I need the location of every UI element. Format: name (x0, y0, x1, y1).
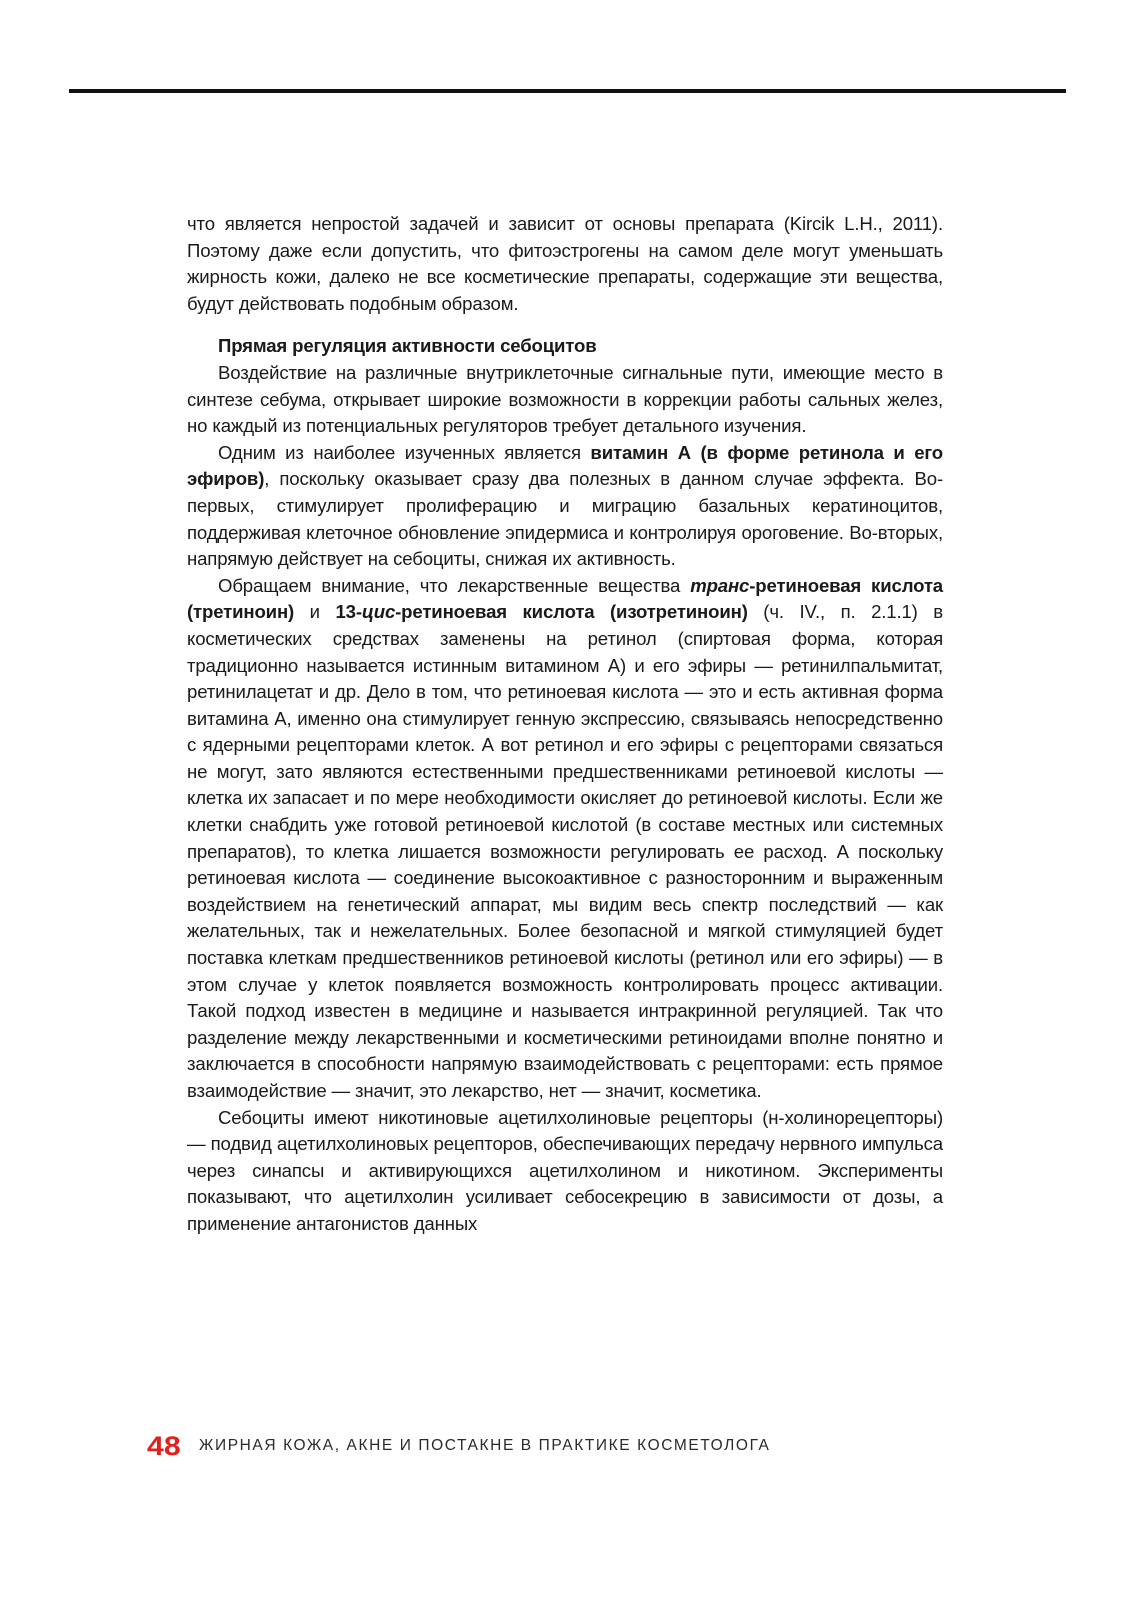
header-rule (69, 89, 1066, 93)
section-heading: Прямая регуляция активности себоцитов (218, 335, 597, 357)
bold-term: -ретиноевая кислота (изотретиноин) (395, 601, 748, 623)
bold-term: витамин А (в форме ретинола и его эфиров) (187, 441, 943, 490)
running-title: ЖИРНАЯ КОЖА, АКНЕ И ПОСТАКНЕ В ПРАКТИКЕ КОСМЕТОЛОГА (199, 1437, 771, 1454)
text-run: Одним из наиболее изученных является (218, 441, 591, 463)
bold-italic-term: цис (361, 601, 396, 623)
text-run: , поскольку оказывает сразу два полезных в данном случае эффекта. Во-первых, стимулирует пролиферацию и миграцию базальных кератиноцитов, поддерживая клеточное обновление эпидермиса и контролируя ороговение. Во-вторых, напрямую действует на себоциты, снижая их активность. (187, 468, 943, 570)
bold-italic-term: транс (690, 574, 750, 596)
text-run: (ч. IV., п. 2.1.1) в косметических средствах заменены на ретинол (спиртовая форма, которая традиционно называется истинным витамином А) и его эфиры — ретинилпальмитат, ретинилацетат и др. Дело в том, что ретиноевая кислота — это и есть активная форма витамина А, именно она стимулирует генную экспрессию, связываясь непосредственно с ядерными рецепторами клеток. А вот ретинол и его эфиры с рецепторами связаться не могут, зато являются естественными предшественниками ретиноевой кислоты — клетка их запасает и по мере необходимости окисляет до ретиноевой кислоты. Если же клетки снабдить уже готовой ретиноевой кислотой (в составе местных или системных препаратов), то клетка лишается возможности регулировать ее расход. А поскольку ретиноевая кислота — соединение высокоактивное с разносторонним и выраженным воздействием на генетический аппарат, мы видим весь спектр последствий — как желательных, так и нежелательных. Более безопасной и мягкой стимуляцией будет поставка клеткам предшественников ретиноевой кислоты (ретинол или его эфиры) — в этом случае у клеток появляется возможность контролировать процесс активации. Такой подход известен в медицине и называется интракринной регуляцией. Так что разделение между лекарственными и косметическими ретиноидами вполне понятно и заключается в способности напрямую взаимодействовать с рецепторами: есть прямое взаимодействие — значит, это лекарство, нет — значит, косметика. (187, 601, 943, 1101)
bold-term: 13- (335, 601, 362, 623)
text-run: и (294, 601, 336, 623)
bold-term: -ретиноевая кислота (третиноин) (187, 574, 943, 623)
page-body (187, 211, 943, 1238)
paragraph-5: Себоциты имеют никотиновые ацетилхолиновые рецепторы (н-холинорецепторы) — подвид ацетилхолиновых рецепторов, обеспечивающих передачу нервного импульса через синапсы и активирующихся ацетилхолином и никотином. Эксперименты показывают, что ацетилхолин усиливает себосекрецию в зависимости от дозы, а применение антагонистов данных (187, 1106, 943, 1234)
paragraph-1: что является непростой задачей и зависит от основы препарата (Kircik L.H., 2011). Поэтому даже если допустить, что фитоэстрогены на самом деле могут уменьшать жирность кожи, далеко не все косметические препараты, содержащие эти вещества, будут действовать подобным образом. (187, 213, 943, 314)
paragraph-2: Воздействие на различные внутриклеточные сигнальные пути, имеющие место в синтезе себума, открывает широкие возможности в коррекции работы сальных желез, но каждый из потенциальных регуляторов требует детального изучения. (187, 361, 943, 437)
page-footer (147, 1430, 771, 1462)
text-run: Обращаем внимание, что лекарственные вещества (218, 574, 691, 596)
paragraph-3 (187, 440, 943, 573)
paragraph-4 (187, 573, 943, 1105)
page-number: 48 (147, 1430, 181, 1461)
